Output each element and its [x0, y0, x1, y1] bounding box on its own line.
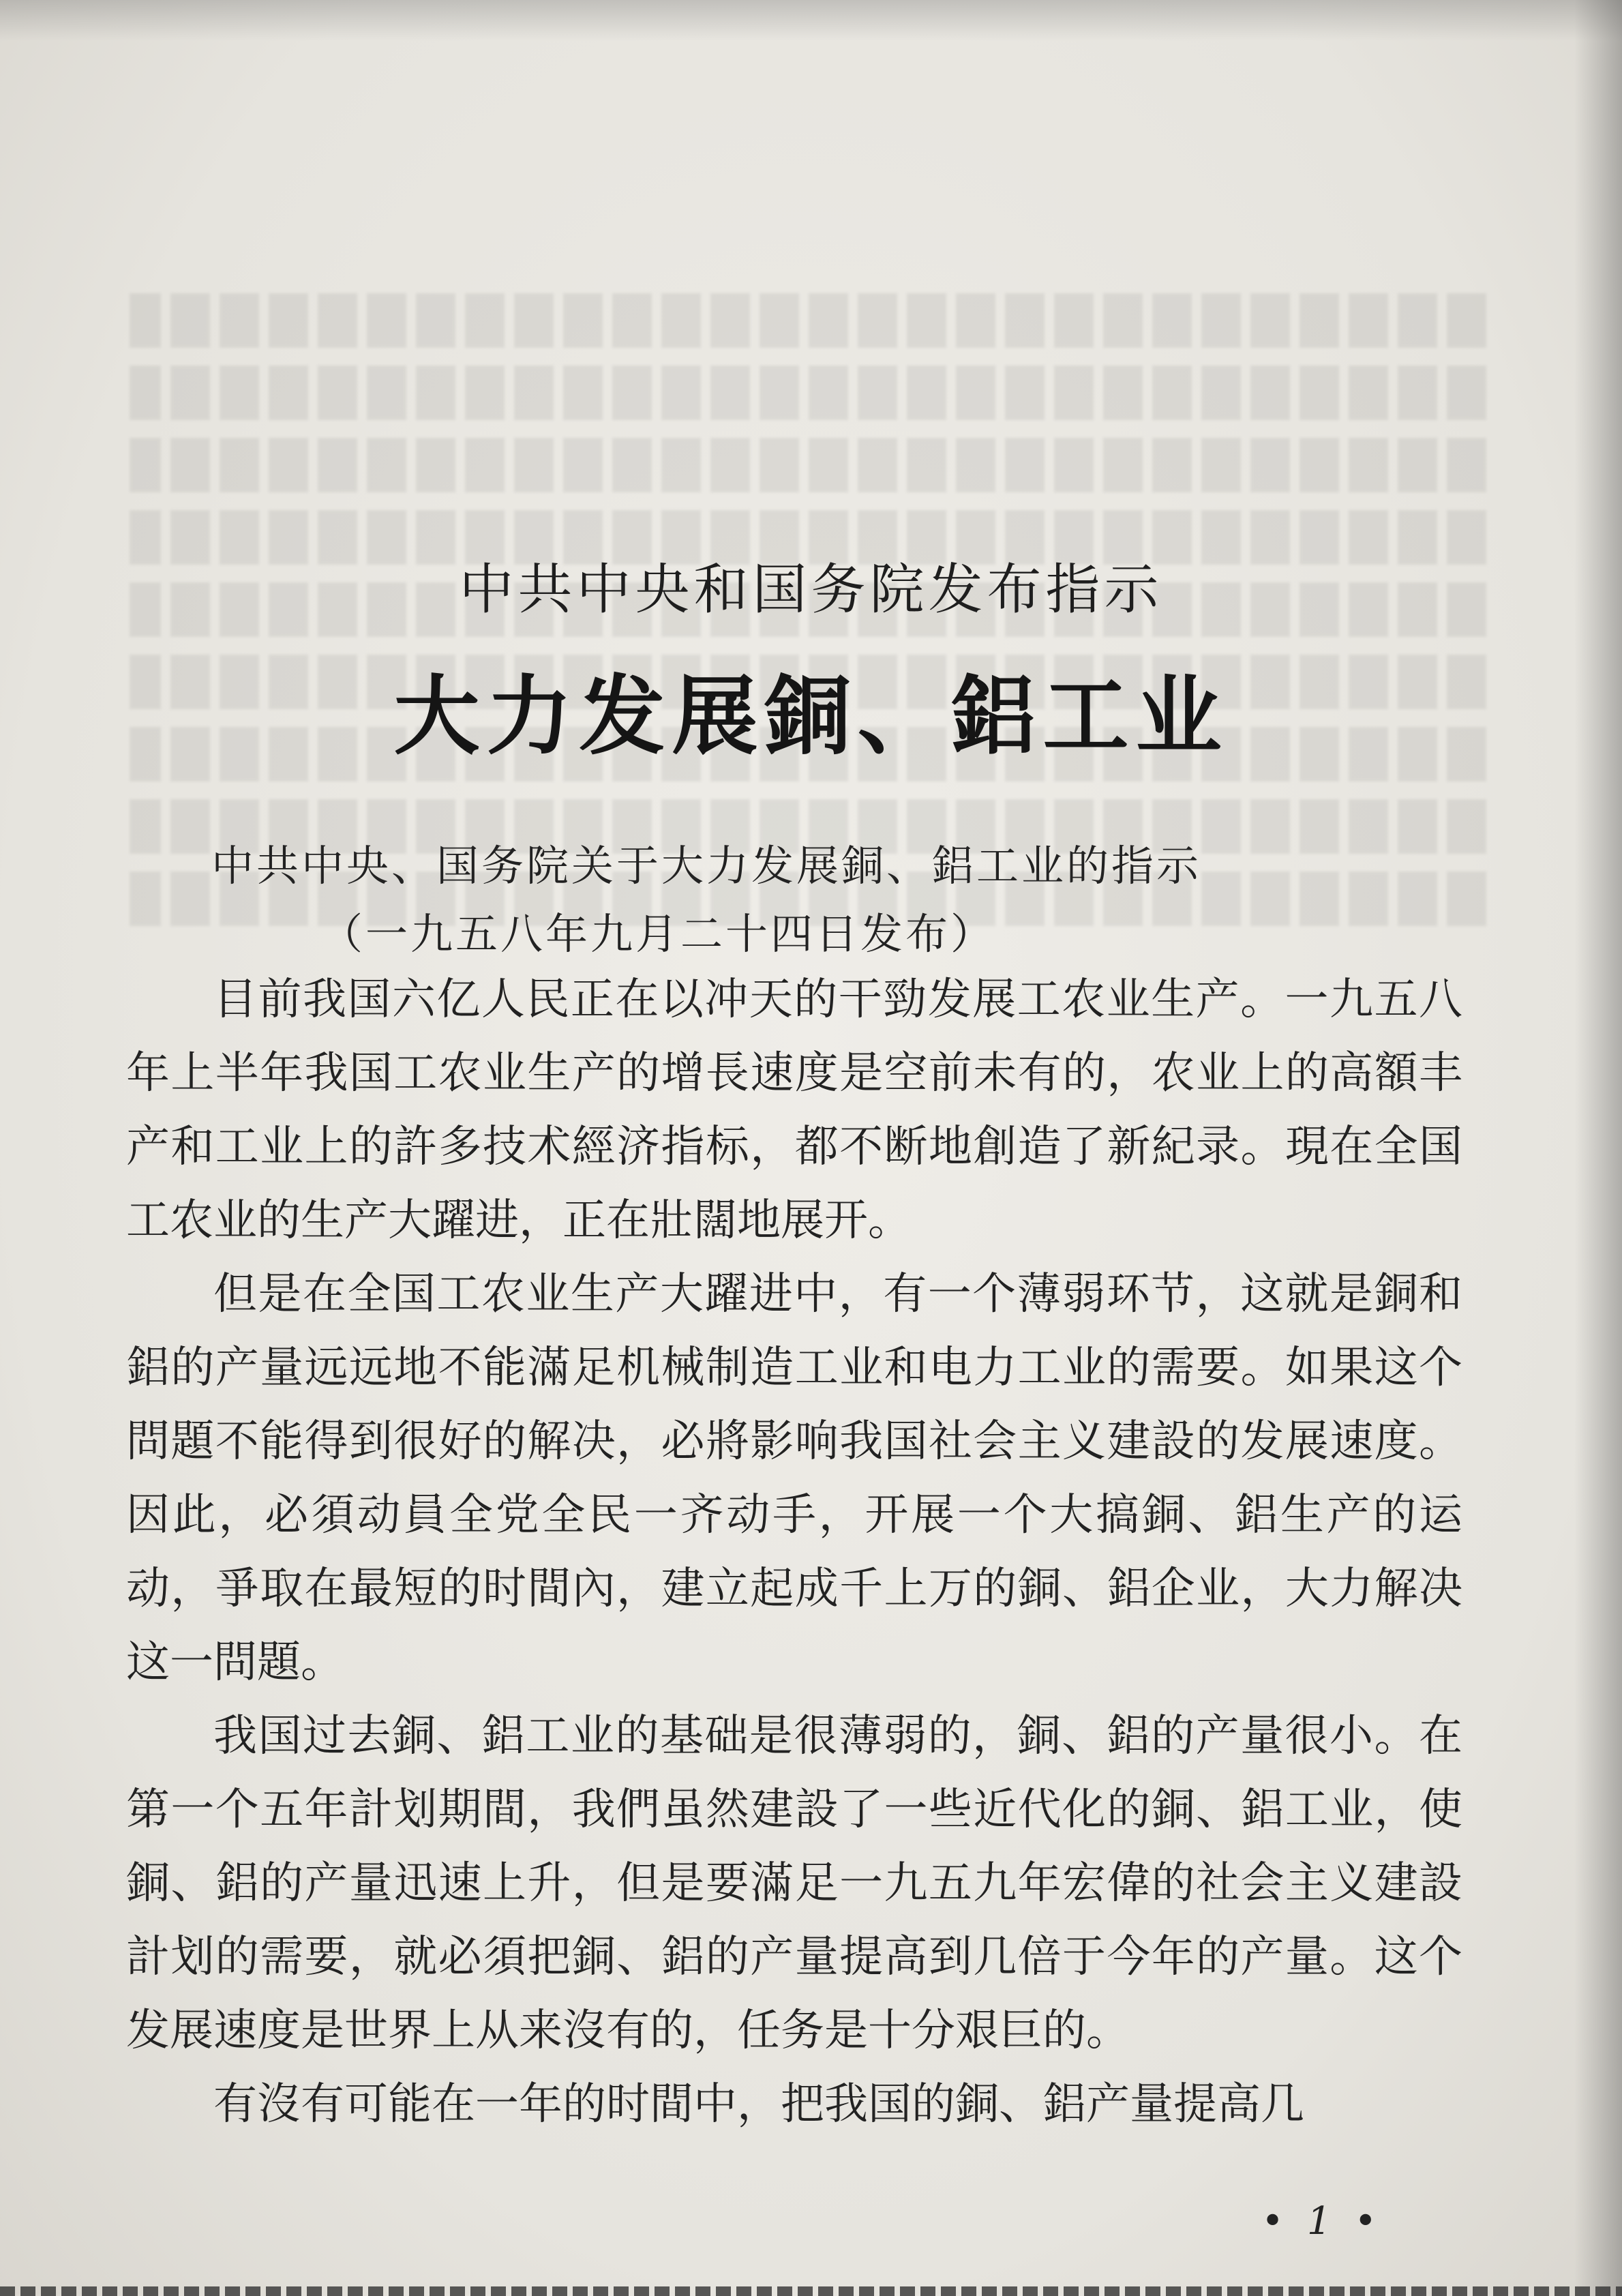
- paragraph: 我国过去銅、鋁工业的基础是很薄弱的，銅、鋁的产量很小。在第一个五年計划期間，我們虽然建設了一些近代化的銅、鋁工业，使銅、鋁的产量迅速上升，但是要滿足一九五九年宏偉的社会主义建設計划的需要，就必須把銅、鋁的产量提高到几倍于今年的产量。这个发展速度是世界上从来沒有的，任务是十分艰巨的。: [126, 1711, 1462, 2056]
- document-title: 中共中央、国务院关于大力发展銅、鋁工业的指示: [211, 841, 1202, 891]
- headline-subtitle: 中共中央和国务院发布指示: [459, 558, 1163, 621]
- page-number: • 1 •: [1261, 2199, 1383, 2243]
- body-text: [126, 963, 1462, 2141]
- page-right-shadow: [1574, 0, 1622, 2296]
- page-bottom-edge: [0, 2286, 1622, 2296]
- paragraph: 有沒有可能在一年的时間中，把我国的銅、鋁产量提高几: [213, 2079, 1304, 2130]
- document-date: （一九五八年九月二十四日发布）: [320, 909, 996, 959]
- headline-title: 大力发展銅、鋁工业: [393, 666, 1229, 766]
- paragraph: 但是在全国工农业生产大躍进中，有一个薄弱环节，这就是銅和鋁的产量远远地不能滿足机械制造工业和电力工业的需要。如果这个問題不能得到很好的解决，必將影响我国社会主义建設的发展速度。因此，必須动員全党全民一齐动手，开展一个大搞銅、鋁生产的运动，爭取在最短的时間內，建立起成千上万的銅、鋁企业，大力解决这一問題。: [126, 1269, 1462, 1688]
- page-top-shadow: [0, 0, 1622, 41]
- paragraph: 目前我国六亿人民正在以冲天的干勁发展工农业生产。一九五八年上半年我国工农业生产的增長速度是空前未有的，农业上的高額丰产和工业上的許多技术經济指标，都不断地創造了新紀录。現在全国工农业的生产大躍进，正在壯闊地展开。: [126, 974, 1462, 1246]
